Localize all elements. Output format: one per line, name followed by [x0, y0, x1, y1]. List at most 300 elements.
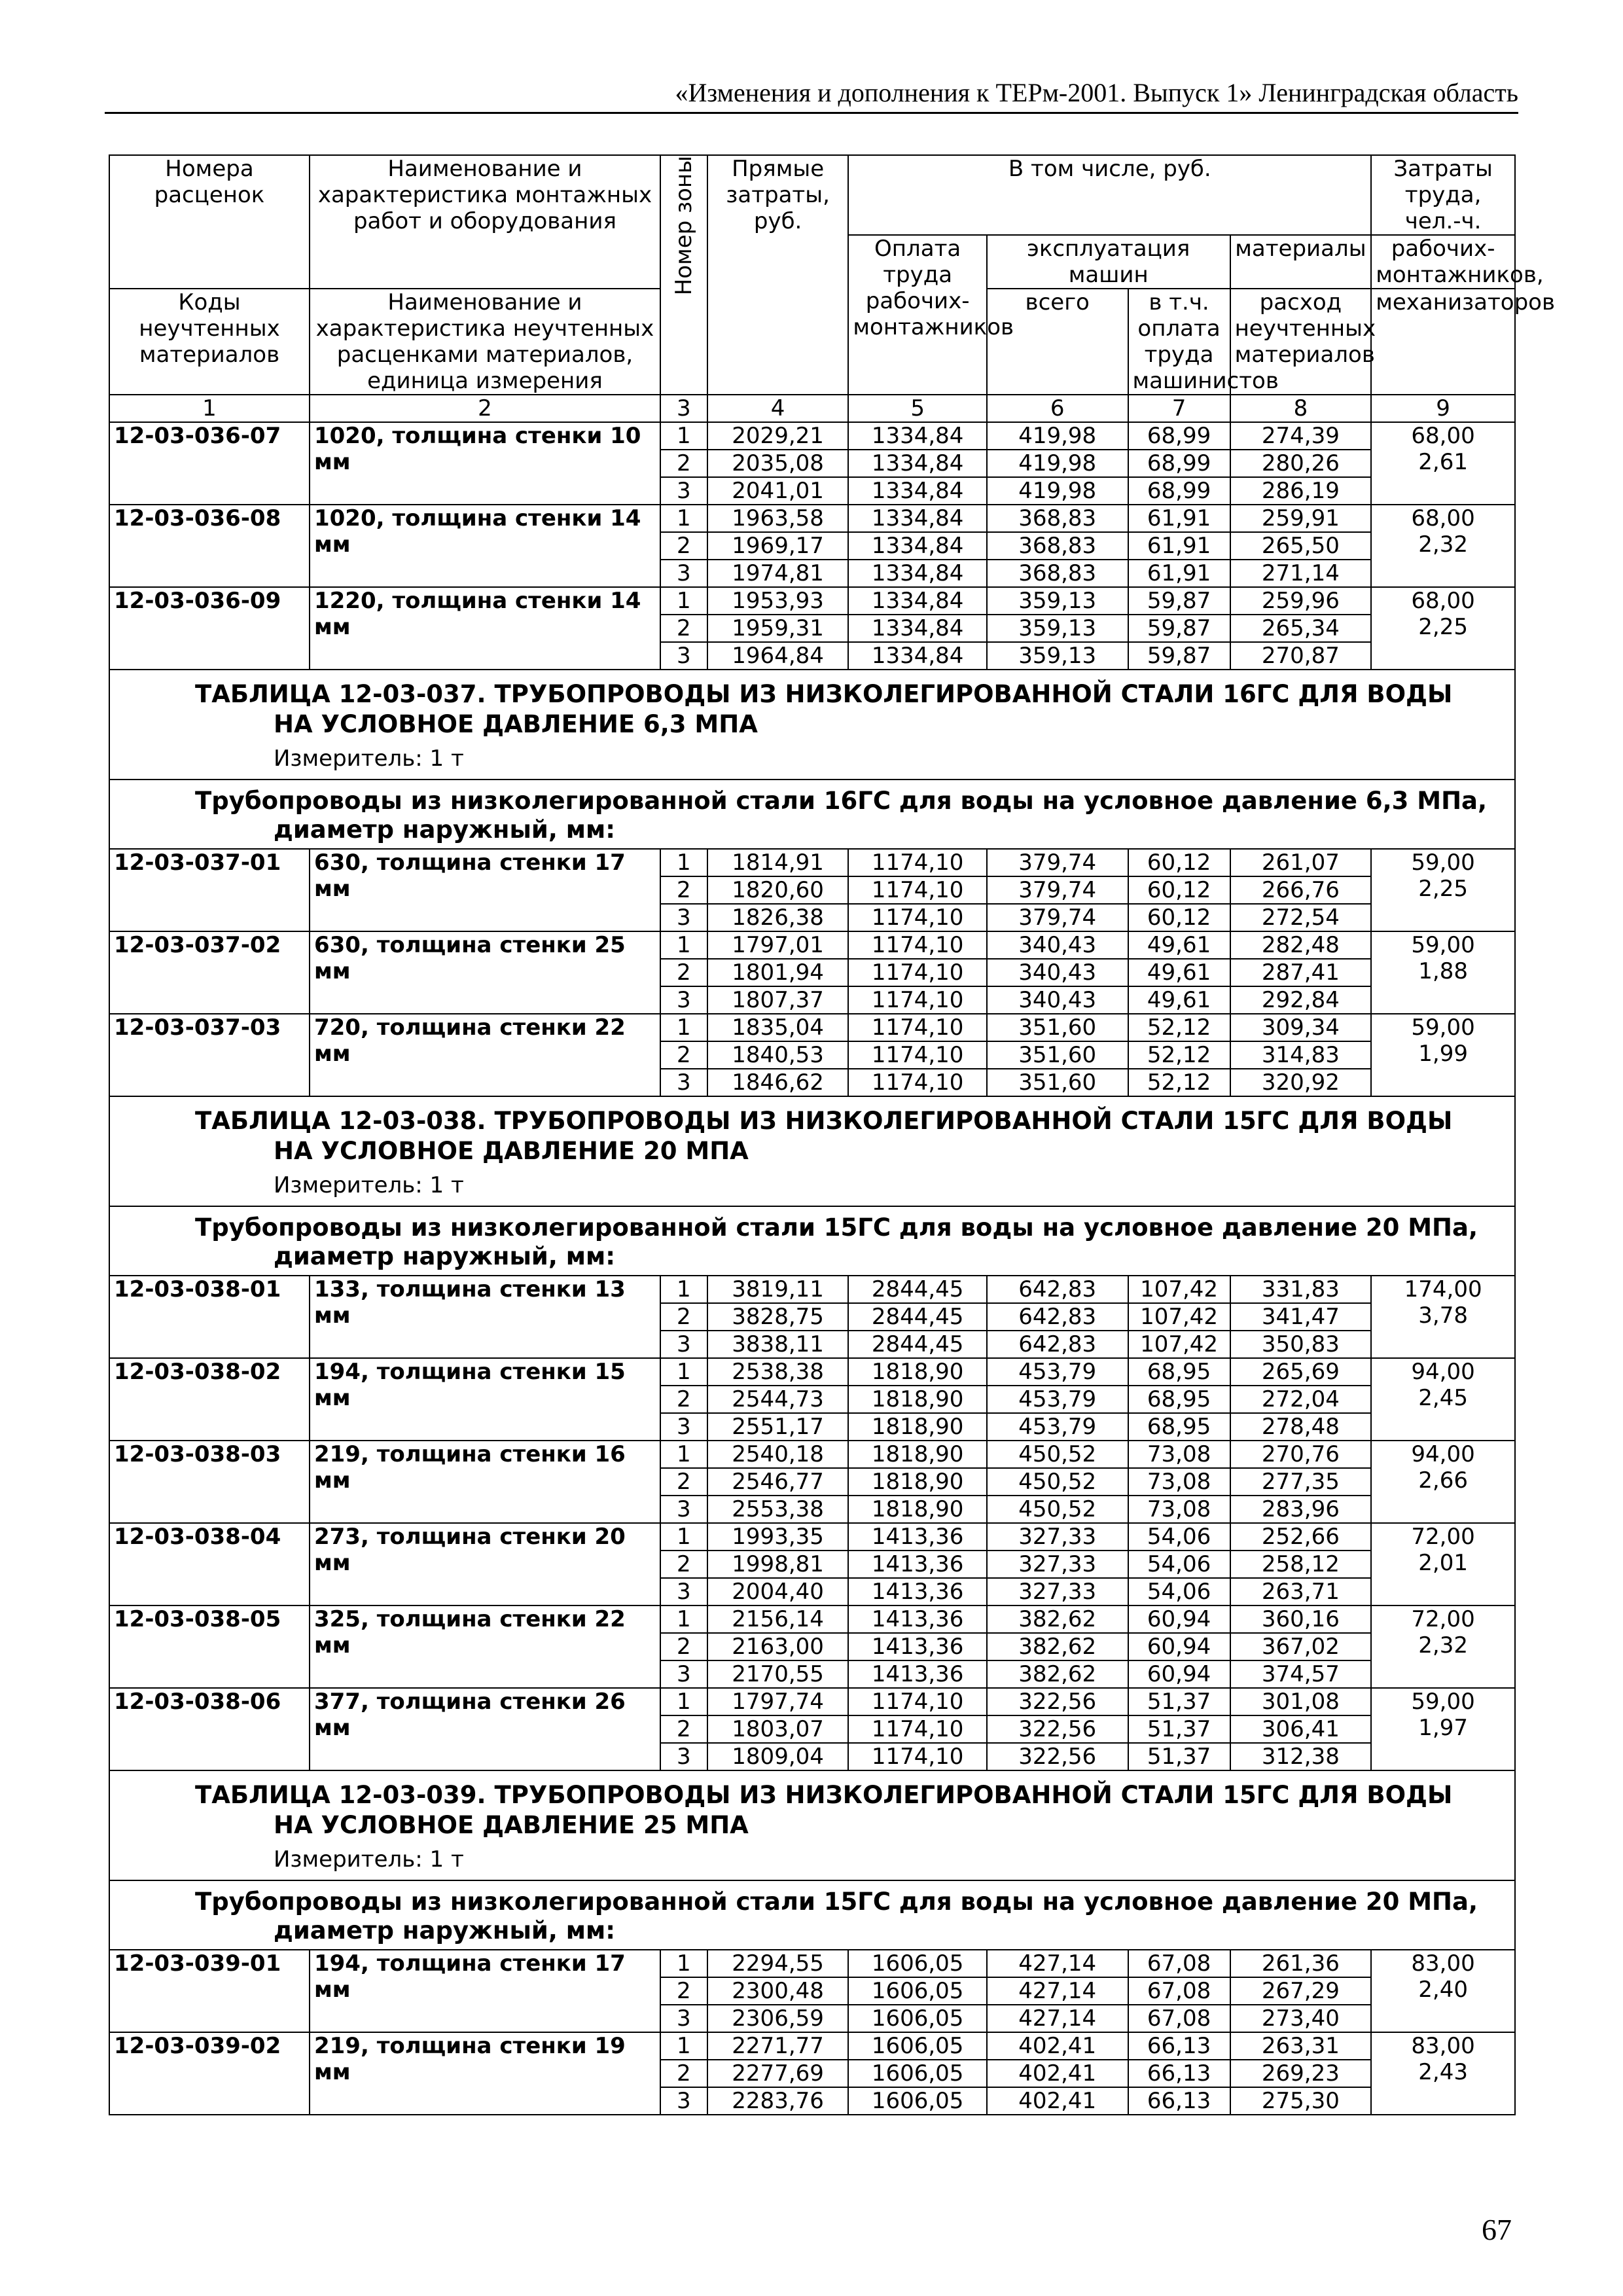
cell-wage: 2844,45	[848, 1303, 987, 1331]
cell-materials: 259,96	[1230, 587, 1372, 615]
cell-wage: 1174,10	[848, 931, 987, 959]
cell-wage: 1606,05	[848, 2087, 987, 2115]
labor-workers: 68,00	[1411, 505, 1475, 531]
table-row	[109, 931, 1515, 959]
labor-machinists: 1,99	[1418, 1041, 1468, 1067]
table-row	[109, 505, 1515, 532]
cell-materials: 277,35	[1230, 1468, 1372, 1496]
hdr-incl-wage: в т.ч. оплата труда машинистов	[1128, 289, 1230, 395]
col-num: 8	[1230, 395, 1372, 422]
hdr-labor-costs: Затраты труда, чел.-ч.	[1371, 155, 1515, 235]
cell-wage: 1413,36	[848, 1551, 987, 1578]
hdr-machinists: механизаторов	[1371, 289, 1515, 395]
section-title-line1: ТАБЛИЦА 12-03-037. ТРУБОПРОВОДЫ ИЗ НИЗКОЛЕГИРОВАННОЙ СТАЛИ 16ГС ДЛЯ ВОДЫ	[195, 680, 1453, 708]
labor-machinists: 2,25	[1418, 876, 1468, 902]
cell-wage: 1334,84	[848, 560, 987, 587]
labor-cell	[1371, 1276, 1515, 1358]
cell-wage: 1334,84	[848, 532, 987, 560]
hdr-direct-costs: Прямые затраты, руб.	[707, 155, 849, 395]
subsection-title-text	[114, 1207, 1510, 1275]
cell-wage: 1334,84	[848, 587, 987, 615]
cell-machine-total: 427,14	[987, 2005, 1128, 2032]
cell-machinist-wage: 68,95	[1128, 1386, 1230, 1413]
cell-machine-total: 453,79	[987, 1413, 1128, 1441]
cell-materials: 320,92	[1230, 1069, 1372, 1096]
labor-machinists: 2,43	[1418, 2059, 1468, 2085]
rate-code: 12-03-036-07	[109, 422, 310, 505]
cell-zone: 3	[660, 2087, 707, 2115]
header-row-1	[109, 155, 1515, 235]
cell-machine-total: 427,14	[987, 1977, 1128, 2005]
measure-unit: Измеритель: 1 т	[274, 1172, 464, 1198]
cell-machinist-wage: 59,87	[1128, 642, 1230, 670]
cell-machine-total: 340,43	[987, 986, 1128, 1014]
subsection-line2: диаметр наружный, мм:	[274, 1242, 616, 1270]
cell-machine-total: 322,56	[987, 1688, 1128, 1715]
cell-materials: 309,34	[1230, 1014, 1372, 1041]
cell-wage: 1606,05	[848, 2005, 987, 2032]
labor-machinists: 2,32	[1418, 1632, 1468, 1659]
cell-direct-cost: 1797,01	[707, 931, 849, 959]
cell-machinist-wage: 68,99	[1128, 477, 1230, 505]
table-row	[109, 1523, 1515, 1551]
cell-machinist-wage: 60,94	[1128, 1605, 1230, 1633]
section-title-line2: НА УСЛОВНОЕ ДАВЛЕНИЕ 20 МПА	[274, 1137, 749, 1165]
subsection-title	[109, 1880, 1515, 1950]
cell-machine-total: 359,13	[987, 642, 1128, 670]
cell-machine-total: 402,41	[987, 2032, 1128, 2060]
cell-direct-cost: 2546,77	[707, 1468, 849, 1496]
cell-machinist-wage: 66,13	[1128, 2032, 1230, 2060]
labor-cell	[1371, 1688, 1515, 1770]
cell-machine-total: 419,98	[987, 477, 1128, 505]
cell-machine-total: 427,14	[987, 1950, 1128, 1977]
cell-materials: 350,83	[1230, 1331, 1372, 1358]
cell-machine-total: 340,43	[987, 959, 1128, 986]
cell-machinist-wage: 67,08	[1128, 1950, 1230, 1977]
cell-machine-total: 359,13	[987, 587, 1128, 615]
hdr-workers: рабочих-монтажников,	[1371, 235, 1515, 289]
cell-direct-cost: 1803,07	[707, 1715, 849, 1743]
page-number: 67	[1482, 2213, 1512, 2246]
cell-materials: 263,71	[1230, 1578, 1372, 1605]
section-title-text	[114, 1771, 1510, 1844]
cell-zone: 2	[660, 876, 707, 904]
rates-table	[109, 154, 1555, 2115]
cell-wage: 1818,90	[848, 1468, 987, 1496]
cell-zone: 1	[660, 587, 707, 615]
cell-direct-cost: 3828,75	[707, 1303, 849, 1331]
subsection-title-text	[114, 1881, 1510, 1949]
labor-workers: 83,00	[1411, 1950, 1475, 1977]
subsection-line2: диаметр наружный, мм:	[274, 816, 616, 844]
section-title-text	[114, 670, 1510, 744]
hdr-including: В том числе, руб.	[848, 155, 1371, 235]
cell-machinist-wage: 67,08	[1128, 2005, 1230, 2032]
cell-direct-cost: 3819,11	[707, 1276, 849, 1303]
subsection-title	[109, 1206, 1515, 1276]
cell-zone: 3	[660, 1660, 707, 1688]
cell-machinist-wage: 52,12	[1128, 1014, 1230, 1041]
cell-zone: 2	[660, 1303, 707, 1331]
cell-wage: 1174,10	[848, 849, 987, 876]
labor-machinists: 1,97	[1418, 1715, 1468, 1741]
labor-cell	[1371, 1523, 1515, 1605]
col-num: 7	[1128, 395, 1230, 422]
section-title-line2: НА УСЛОВНОЕ ДАВЛЕНИЕ 25 МПА	[274, 1811, 749, 1839]
labor-workers: 68,00	[1411, 423, 1475, 449]
rate-code: 12-03-037-03	[109, 1014, 310, 1096]
cell-machine-total: 642,83	[987, 1276, 1128, 1303]
table-row	[109, 1688, 1515, 1715]
cell-machine-total: 351,60	[987, 1041, 1128, 1069]
cell-machinist-wage: 51,37	[1128, 1743, 1230, 1770]
cell-machinist-wage: 54,06	[1128, 1523, 1230, 1551]
cell-machine-total: 379,74	[987, 876, 1128, 904]
labor-cell	[1371, 1441, 1515, 1523]
cell-direct-cost: 2540,18	[707, 1441, 849, 1468]
cell-machinist-wage: 73,08	[1128, 1468, 1230, 1496]
labor-machinists: 2,01	[1418, 1550, 1468, 1576]
cell-machinist-wage: 68,99	[1128, 450, 1230, 477]
cell-wage: 2844,45	[848, 1331, 987, 1358]
cell-materials: 331,83	[1230, 1276, 1372, 1303]
cell-machinist-wage: 54,06	[1128, 1551, 1230, 1578]
cell-machinist-wage: 60,94	[1128, 1660, 1230, 1688]
labor-cell	[1371, 931, 1515, 1014]
table-row	[109, 422, 1515, 450]
cell-zone: 2	[660, 615, 707, 642]
table-row	[109, 2032, 1515, 2060]
rate-code: 12-03-038-03	[109, 1441, 310, 1523]
cell-zone: 3	[660, 1331, 707, 1358]
cell-machine-total: 327,33	[987, 1523, 1128, 1551]
labor-cell	[1371, 1014, 1515, 1096]
cell-wage: 1174,10	[848, 1041, 987, 1069]
item-name: 219, толщина стенки 19 мм	[310, 2032, 660, 2115]
cell-wage: 1334,84	[848, 422, 987, 450]
col-num: 2	[310, 395, 660, 422]
cell-machine-total: 327,33	[987, 1551, 1128, 1578]
cell-zone: 2	[660, 1386, 707, 1413]
cell-machine-total: 379,74	[987, 904, 1128, 931]
subsection-title-row	[109, 1880, 1515, 1950]
cell-wage: 1334,84	[848, 642, 987, 670]
rate-code: 12-03-037-01	[109, 849, 310, 931]
table-row	[109, 849, 1515, 876]
cell-materials: 270,87	[1230, 642, 1372, 670]
cell-machine-total: 368,83	[987, 505, 1128, 532]
cell-machinist-wage: 73,08	[1128, 1441, 1230, 1468]
cell-direct-cost: 1814,91	[707, 849, 849, 876]
subsection-line1: Трубопроводы из низколегированной стали 16ГС для воды на условное давление 6,3 МПа,	[195, 787, 1488, 815]
cell-direct-cost: 2306,59	[707, 2005, 849, 2032]
cell-direct-cost: 1820,60	[707, 876, 849, 904]
cell-direct-cost: 2035,08	[707, 450, 849, 477]
cell-wage: 1334,84	[848, 477, 987, 505]
cell-wage: 1606,05	[848, 1977, 987, 2005]
cell-direct-cost: 2300,48	[707, 1977, 849, 2005]
cell-materials: 272,04	[1230, 1386, 1372, 1413]
cell-materials: 275,30	[1230, 2087, 1372, 2115]
cell-materials: 283,96	[1230, 1496, 1372, 1523]
cell-machinist-wage: 68,95	[1128, 1358, 1230, 1386]
cell-zone: 1	[660, 1276, 707, 1303]
cell-zone: 2	[660, 532, 707, 560]
cell-materials: 266,76	[1230, 876, 1372, 904]
cell-materials: 282,48	[1230, 931, 1372, 959]
cell-zone: 2	[660, 2060, 707, 2087]
cell-wage: 1606,05	[848, 2032, 987, 2060]
cell-materials: 367,02	[1230, 1633, 1372, 1660]
cell-machine-total: 359,13	[987, 615, 1128, 642]
cell-wage: 1818,90	[848, 1496, 987, 1523]
cell-zone: 3	[660, 477, 707, 505]
running-header: «Изменения и дополнения к ТЕРм-2001. Выпуск 1» Ленинградская область	[105, 77, 1518, 114]
cell-direct-cost: 1826,38	[707, 904, 849, 931]
cell-direct-cost: 1969,17	[707, 532, 849, 560]
cell-wage: 1174,10	[848, 1743, 987, 1770]
labor-workers: 83,00	[1411, 2033, 1475, 2059]
labor-workers: 68,00	[1411, 588, 1475, 614]
item-name: 325, толщина стенки 22 мм	[310, 1605, 660, 1688]
cell-direct-cost: 2004,40	[707, 1578, 849, 1605]
cell-zone: 2	[660, 450, 707, 477]
cell-machine-total: 450,52	[987, 1496, 1128, 1523]
col-num: 4	[707, 395, 849, 422]
section-title-row	[109, 1096, 1515, 1206]
measure-unit: Измеритель: 1 т	[274, 1846, 464, 1873]
cell-machine-total: 368,83	[987, 560, 1128, 587]
cell-machinist-wage: 68,99	[1128, 422, 1230, 450]
section-title-line2: НА УСЛОВНОЕ ДАВЛЕНИЕ 6,3 МПА	[274, 710, 758, 738]
labor-cell	[1371, 1950, 1515, 2032]
cell-zone: 1	[660, 849, 707, 876]
cell-machinist-wage: 61,91	[1128, 532, 1230, 560]
section-title	[109, 1096, 1515, 1206]
labor-workers: 59,00	[1411, 850, 1475, 876]
cell-zone: 1	[660, 2032, 707, 2060]
table-row	[109, 1358, 1515, 1386]
cell-machine-total: 453,79	[987, 1358, 1128, 1386]
table-row	[109, 1605, 1515, 1633]
hdr-materials: материалы	[1230, 235, 1372, 289]
rate-code: 12-03-038-04	[109, 1523, 310, 1605]
cell-materials: 267,29	[1230, 1977, 1372, 2005]
cell-machine-total: 322,56	[987, 1715, 1128, 1743]
cell-machine-total: 402,41	[987, 2060, 1128, 2087]
table-row	[109, 1950, 1515, 1977]
cell-direct-cost: 1993,35	[707, 1523, 849, 1551]
cell-materials: 263,31	[1230, 2032, 1372, 2060]
cell-machinist-wage: 66,13	[1128, 2060, 1230, 2087]
labor-machinists: 3,78	[1418, 1302, 1468, 1329]
cell-machinist-wage: 51,37	[1128, 1688, 1230, 1715]
cell-materials: 258,12	[1230, 1551, 1372, 1578]
cell-machinist-wage: 52,12	[1128, 1069, 1230, 1096]
cell-direct-cost: 2294,55	[707, 1950, 849, 1977]
labor-cell	[1371, 849, 1515, 931]
item-name: 1020, толщина стенки 10 мм	[310, 422, 660, 505]
cell-machine-total: 419,98	[987, 450, 1128, 477]
cell-direct-cost: 3838,11	[707, 1331, 849, 1358]
cell-direct-cost: 2277,69	[707, 2060, 849, 2087]
cell-machinist-wage: 73,08	[1128, 1496, 1230, 1523]
subsection-line2: диаметр наружный, мм:	[274, 1916, 616, 1945]
cell-zone: 2	[660, 1715, 707, 1743]
cell-machine-total: 642,83	[987, 1331, 1128, 1358]
cell-machine-total: 351,60	[987, 1069, 1128, 1096]
hdr-machine-operation: эксплуатация машин	[987, 235, 1230, 289]
labor-machinists: 2,40	[1418, 1977, 1468, 2003]
cell-materials: 301,08	[1230, 1688, 1372, 1715]
section-title-row	[109, 670, 1515, 780]
subsection-line1: Трубопроводы из низколегированной стали 15ГС для воды на условное давление 20 МПа,	[195, 1213, 1478, 1242]
cell-direct-cost: 1964,84	[707, 642, 849, 670]
cell-zone: 2	[660, 1041, 707, 1069]
cell-direct-cost: 2170,55	[707, 1660, 849, 1688]
section-title-row	[109, 1770, 1515, 1880]
cell-direct-cost: 1974,81	[707, 560, 849, 587]
cell-machine-total: 327,33	[987, 1578, 1128, 1605]
cell-machinist-wage: 107,42	[1128, 1303, 1230, 1331]
cell-direct-cost: 1807,37	[707, 986, 849, 1014]
cell-materials: 252,66	[1230, 1523, 1372, 1551]
rate-code: 12-03-039-01	[109, 1950, 310, 2032]
labor-cell	[1371, 1358, 1515, 1441]
cell-zone: 3	[660, 560, 707, 587]
cell-direct-cost: 2041,01	[707, 477, 849, 505]
cell-zone: 1	[660, 1523, 707, 1551]
cell-materials: 274,39	[1230, 422, 1372, 450]
cell-materials: 314,83	[1230, 1041, 1372, 1069]
item-name: 194, толщина стенки 15 мм	[310, 1358, 660, 1441]
cell-zone: 2	[660, 959, 707, 986]
cell-zone: 3	[660, 642, 707, 670]
cell-zone: 2	[660, 1977, 707, 2005]
rate-code: 12-03-036-08	[109, 505, 310, 587]
table-row	[109, 587, 1515, 615]
cell-machinist-wage: 60,94	[1128, 1633, 1230, 1660]
item-name: 720, толщина стенки 22 мм	[310, 1014, 660, 1096]
cell-materials: 272,54	[1230, 904, 1372, 931]
hdr-zone: Номер зоны	[660, 155, 707, 395]
cell-wage: 1174,10	[848, 959, 987, 986]
cell-materials: 265,69	[1230, 1358, 1372, 1386]
cell-direct-cost: 2271,77	[707, 2032, 849, 2060]
cell-machinist-wage: 107,42	[1128, 1276, 1230, 1303]
cell-machine-total: 642,83	[987, 1303, 1128, 1331]
col-num: 5	[848, 395, 987, 422]
labor-machinists: 1,88	[1418, 958, 1468, 984]
cell-direct-cost: 1797,74	[707, 1688, 849, 1715]
cell-direct-cost: 2029,21	[707, 422, 849, 450]
section-title	[109, 1770, 1515, 1880]
item-name: 194, толщина стенки 17 мм	[310, 1950, 660, 2032]
cell-machinist-wage: 52,12	[1128, 1041, 1230, 1069]
rate-code: 12-03-039-02	[109, 2032, 310, 2115]
cell-direct-cost: 1840,53	[707, 1041, 849, 1069]
cell-zone: 1	[660, 1605, 707, 1633]
cell-machinist-wage: 54,06	[1128, 1578, 1230, 1605]
item-name: 630, толщина стенки 25 мм	[310, 931, 660, 1014]
cell-wage: 1818,90	[848, 1358, 987, 1386]
cell-direct-cost: 2538,38	[707, 1358, 849, 1386]
subsection-title-text	[114, 780, 1510, 848]
cell-zone: 2	[660, 1551, 707, 1578]
cell-wage: 1818,90	[848, 1413, 987, 1441]
cell-machine-total: 379,74	[987, 849, 1128, 876]
cell-materials: 341,47	[1230, 1303, 1372, 1331]
cell-wage: 1606,05	[848, 1950, 987, 1977]
cell-materials: 259,91	[1230, 505, 1372, 532]
cell-wage: 1413,36	[848, 1633, 987, 1660]
item-name: 1020, толщина стенки 14 мм	[310, 505, 660, 587]
labor-workers: 94,00	[1411, 1441, 1475, 1467]
rate-code: 12-03-038-02	[109, 1358, 310, 1441]
cell-wage: 1334,84	[848, 505, 987, 532]
col-num: 1	[109, 395, 310, 422]
cell-zone: 3	[660, 1496, 707, 1523]
cell-machinist-wage: 68,95	[1128, 1413, 1230, 1441]
section-title-text	[114, 1097, 1510, 1170]
cell-materials: 280,26	[1230, 450, 1372, 477]
cell-machine-total: 450,52	[987, 1441, 1128, 1468]
cell-materials: 270,76	[1230, 1441, 1372, 1468]
cell-machinist-wage: 67,08	[1128, 1977, 1230, 2005]
cell-wage: 1334,84	[848, 450, 987, 477]
hdr-wage: Оплата труда рабочих-монтажников	[848, 235, 987, 395]
cell-direct-cost: 1846,62	[707, 1069, 849, 1096]
cell-machine-total: 450,52	[987, 1468, 1128, 1496]
cell-direct-cost: 1953,93	[707, 587, 849, 615]
cell-direct-cost: 1963,58	[707, 505, 849, 532]
cell-direct-cost: 1835,04	[707, 1014, 849, 1041]
cell-machinist-wage: 59,87	[1128, 587, 1230, 615]
item-name: 219, толщина стенки 16 мм	[310, 1441, 660, 1523]
labor-cell	[1371, 2032, 1515, 2115]
cell-zone: 3	[660, 2005, 707, 2032]
labor-workers: 59,00	[1411, 1014, 1475, 1041]
cell-direct-cost: 1998,81	[707, 1551, 849, 1578]
cell-zone: 3	[660, 1413, 707, 1441]
cell-direct-cost: 1801,94	[707, 959, 849, 986]
cell-zone: 1	[660, 422, 707, 450]
cell-machinist-wage: 60,12	[1128, 876, 1230, 904]
cell-wage: 1606,05	[848, 2060, 987, 2087]
cell-zone: 1	[660, 505, 707, 532]
cell-machine-total: 453,79	[987, 1386, 1128, 1413]
cell-machine-total: 382,62	[987, 1660, 1128, 1688]
item-name: 630, толщина стенки 17 мм	[310, 849, 660, 931]
cell-materials: 261,07	[1230, 849, 1372, 876]
cell-wage: 1334,84	[848, 615, 987, 642]
cell-machinist-wage: 49,61	[1128, 959, 1230, 986]
cell-zone: 2	[660, 1468, 707, 1496]
hdr-name-main: Наименование и характеристика монтажных работ и оборудования	[310, 155, 660, 289]
cell-direct-cost: 2544,73	[707, 1386, 849, 1413]
rate-code: 12-03-037-02	[109, 931, 310, 1014]
cell-direct-cost: 2551,17	[707, 1413, 849, 1441]
cell-wage: 1174,10	[848, 1014, 987, 1041]
labor-workers: 59,00	[1411, 932, 1475, 958]
labor-workers: 59,00	[1411, 1689, 1475, 1715]
cell-machine-total: 322,56	[987, 1743, 1128, 1770]
cell-materials: 278,48	[1230, 1413, 1372, 1441]
cell-machinist-wage: 107,42	[1128, 1331, 1230, 1358]
cell-machine-total: 382,62	[987, 1605, 1128, 1633]
labor-machinists: 2,61	[1418, 449, 1468, 475]
